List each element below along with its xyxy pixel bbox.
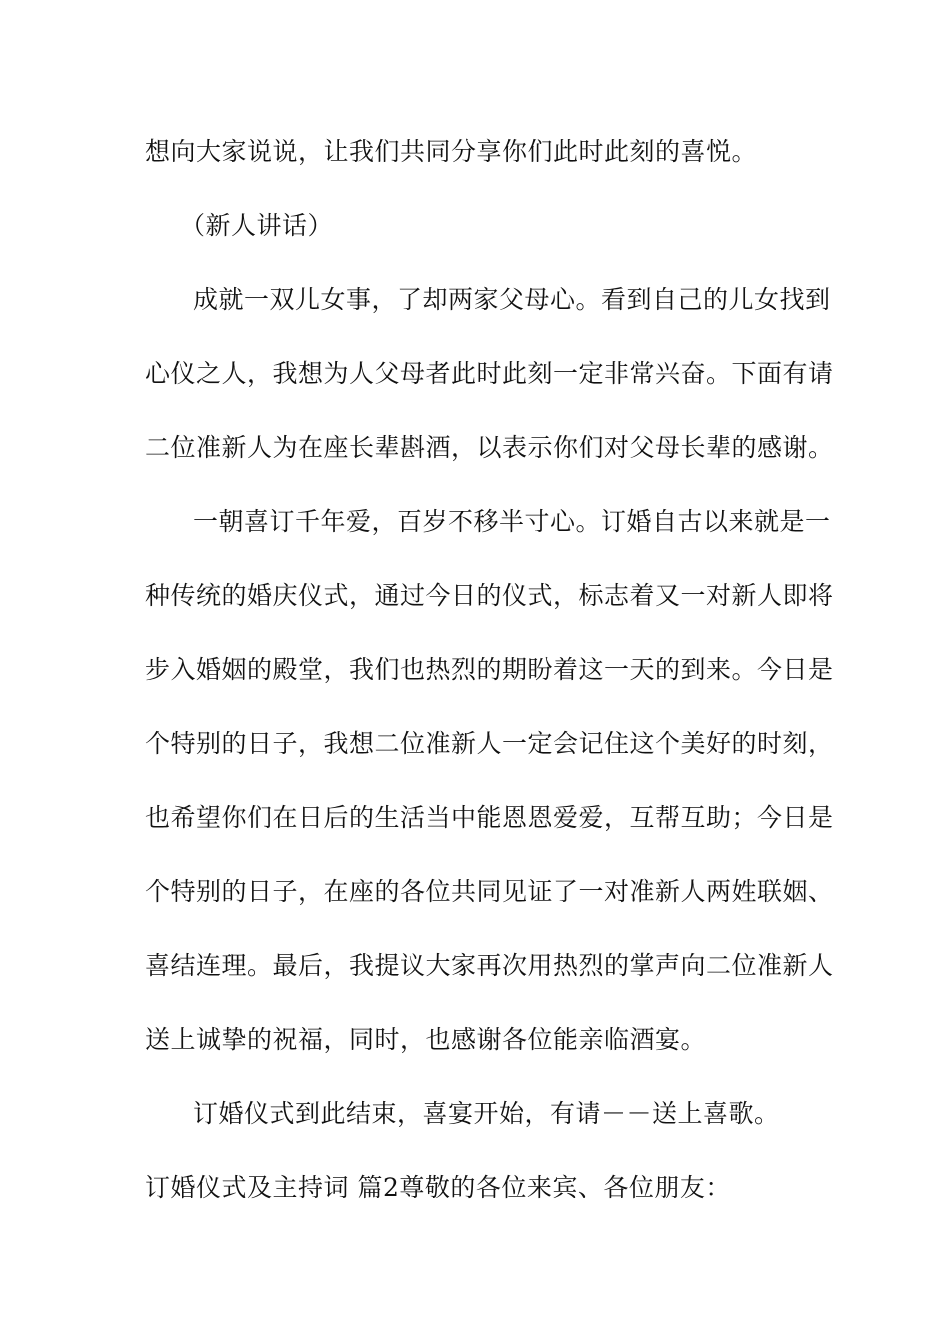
text-line-13: 送上诚挚的祝福，同时，也感谢各位能亲临酒宴。	[145, 1025, 707, 1054]
text-line-7: 种传统的婚庆仪式，通过今日的仪式，标志着又一对新人即将	[145, 581, 834, 610]
text-line-12: 喜结连理。最后，我提议大家再次用热烈的掌声向二位准新人	[145, 951, 834, 980]
text-line-3: 成就一双儿女事，了却两家父母心。看到自己的儿女找到	[193, 285, 831, 314]
text-line-2: （新人讲话）	[180, 211, 334, 240]
text-line-5: 二位准新人为在座长辈斟酒，以表示你们对父母长辈的感谢。	[145, 433, 834, 462]
text-line-14: 订婚仪式到此结束，喜宴开始，有请－－送上喜歌。	[193, 1099, 780, 1128]
text-line-11: 个特别的日子，在座的各位共同见证了一对准新人两姓联姻、	[145, 877, 834, 906]
text-line-15: 订婚仪式及主持词 篇2尊敬的各位来宾、各位朋友：	[145, 1173, 731, 1202]
text-line-8: 步入婚姻的殿堂，我们也热烈的期盼着这一天的到来。今日是	[145, 655, 834, 684]
text-line-6: 一朝喜订千年爱，百岁不移半寸心。订婚自古以来就是一	[193, 507, 831, 536]
text-line-9: 个特别的日子，我想二位准新人一定会记住这个美好的时刻，	[145, 729, 834, 758]
text-line-4: 心仪之人，我想为人父母者此时此刻一定非常兴奋。下面有请	[145, 359, 834, 388]
text-line-10: 也希望你们在日后的生活当中能恩恩爱爱，互帮互助；今日是	[145, 803, 834, 832]
text-line-1: 想向大家说说，让我们共同分享你们此时此刻的喜悦。	[145, 137, 758, 166]
